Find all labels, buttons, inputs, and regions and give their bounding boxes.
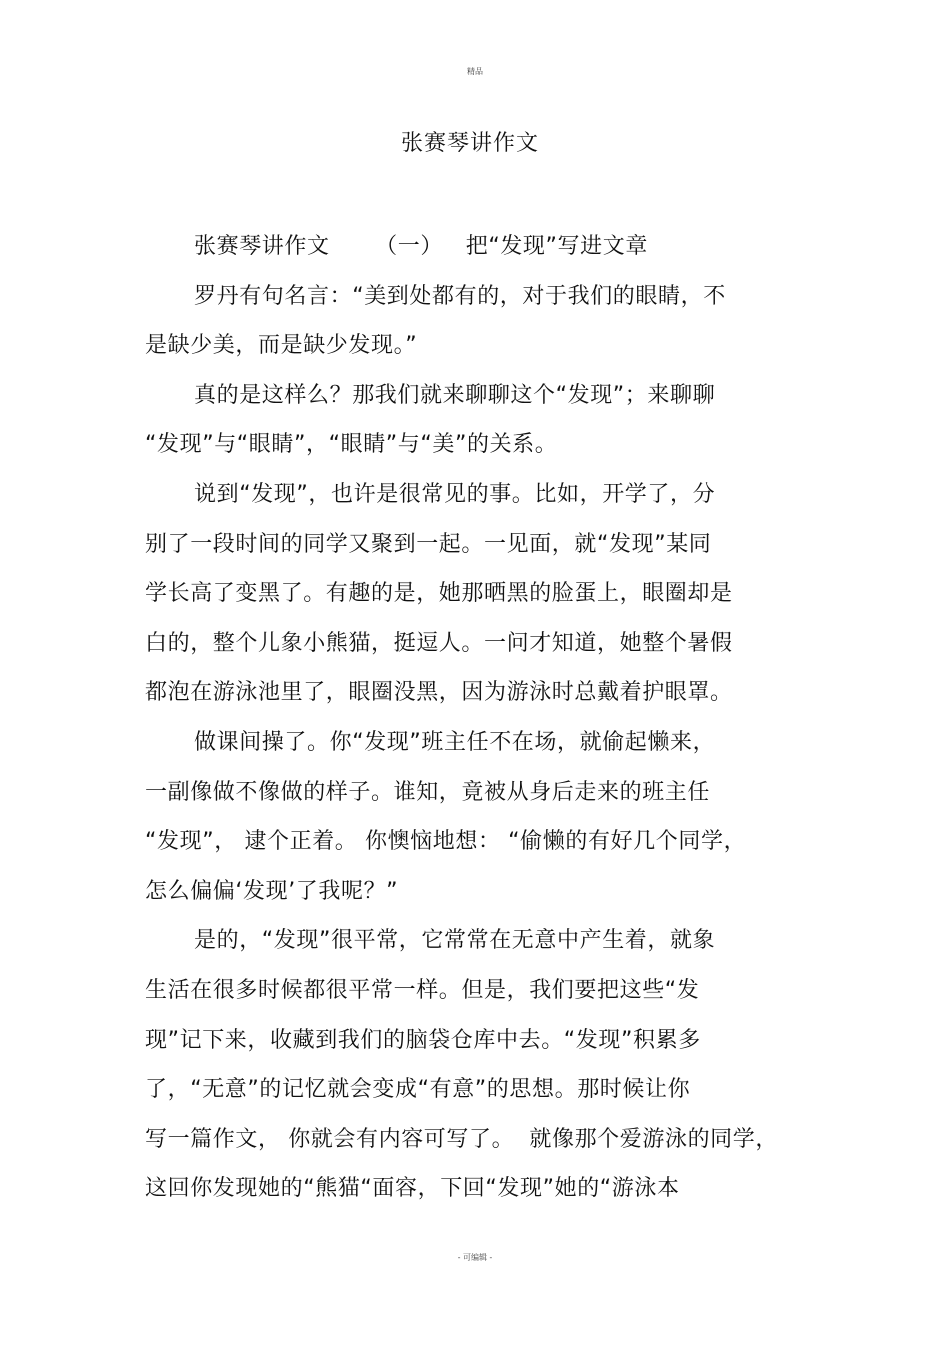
text-line: 一副像做不像做的样子。谁知，竟被从身后走来的班主任	[145, 780, 711, 805]
text-line: 生活在很多时候都很平常一样。但是，我们要把这些“发	[145, 978, 700, 1003]
document-title: 张赛琴讲作文	[400, 131, 539, 156]
text-line: 写一篇作文， 你就会有内容可写了。 就像那个爱游泳的同学，	[145, 1127, 778, 1152]
text-line: 都泡在游泳池里了，眼圈没黑，因为游泳时总戴着护眼罩。	[145, 680, 733, 705]
text-line: 是的，“发现”很平常，它常常在无意中产生着，就象	[194, 928, 716, 953]
text-line: 真的是这样么？那我们就来聊聊这个“发现”；来聊聊	[194, 383, 716, 408]
text-line: “发现”与“眼睛”，“眼睛”与“美”的关系。	[145, 432, 558, 457]
text-line: 是缺少美，而是缺少发现。”	[145, 333, 418, 358]
text-line: 做课间操了。你“发现”班主任不在场，就偷起懒来，	[194, 730, 716, 755]
text-line: 学长高了变黑了。有趣的是，她那晒黑的脸蛋上，眼圈却是	[145, 581, 733, 606]
text-line: 了，“无意”的记忆就会变成“有意”的思想。那时候让你	[145, 1077, 691, 1102]
text-line: 罗丹有句名言：“美到处都有的，对于我们的眼睛，不	[194, 284, 726, 309]
text-line: “发现”， 逮个正着。 你懊恼地想： “偷懒的有好几个同学，	[145, 829, 747, 854]
text-line: 说到“发现”，也许是很常见的事。比如，开学了，分	[194, 482, 716, 507]
text-line: 现”记下来，收藏到我们的脑袋仓库中去。“发现”积累多	[145, 1028, 701, 1053]
page-footer: - 可编辑 -	[457, 1253, 493, 1262]
text-line: 张赛琴讲作文 （一） 把“发现”写进文章	[194, 234, 648, 259]
text-line: 怎么偏偏‘发现’了我呢？”	[145, 879, 399, 904]
page-header: 精品	[467, 67, 483, 76]
text-line: 这回你发现她的“熊猫“面容，下回“发现”她的“游泳本	[145, 1176, 680, 1201]
text-line: 别了一段时间的同学又聚到一起。一见面，就“发现”某同	[145, 532, 712, 557]
text-line: 白的，整个儿象小熊猫，挺逗人。一问才知道，她整个暑假	[145, 631, 733, 656]
